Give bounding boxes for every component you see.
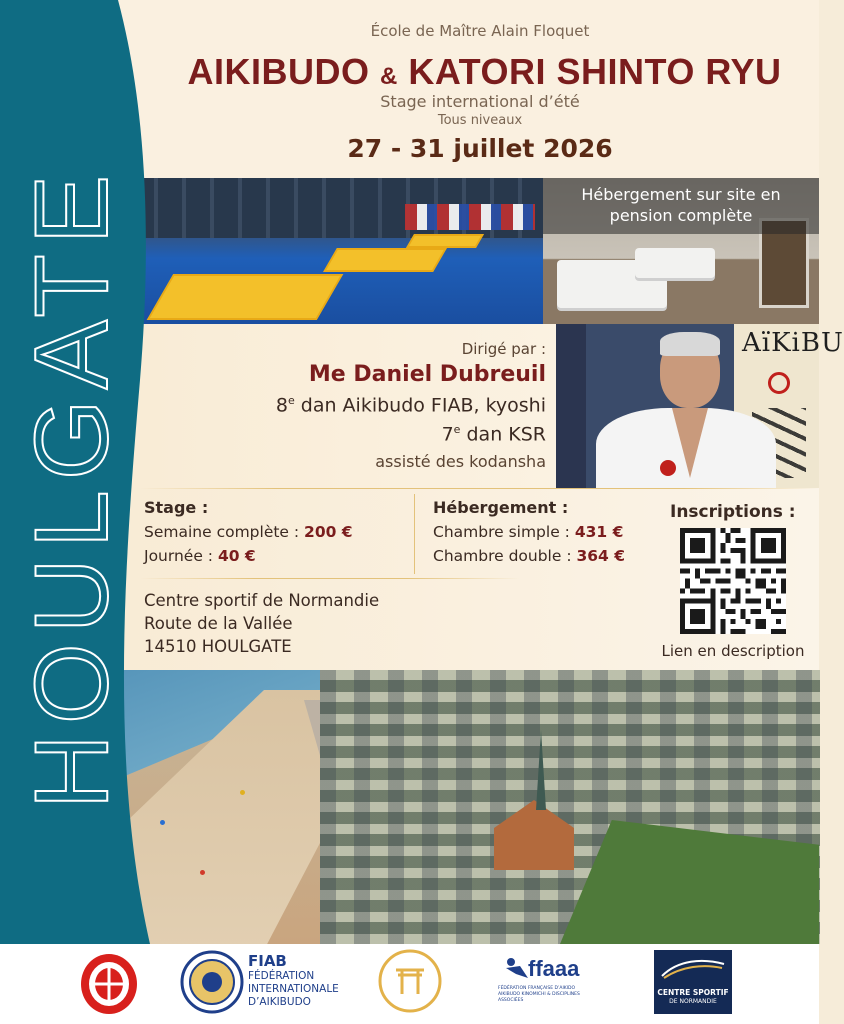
ffaaa-abbr: ffaaa [528, 956, 580, 981]
room-photo [543, 178, 819, 324]
rank-number: 8 [275, 394, 288, 417]
address-line-2: Route de la Vallée [144, 614, 293, 633]
flags-banner [405, 204, 535, 230]
beach-umbrella [160, 820, 165, 825]
qr-code-icon [680, 528, 786, 634]
crest-icon [78, 948, 140, 1018]
teacher-rank-aikibudo [160, 394, 546, 416]
divider [414, 494, 415, 574]
rank-sup: e [287, 394, 295, 407]
divider [140, 488, 819, 489]
directed-by-label: Dirigé par : [461, 340, 546, 358]
beach-umbrella [200, 870, 205, 875]
rank-number: 7 [441, 423, 454, 446]
fiab-emblem-icon [180, 950, 244, 1014]
title-part2: KATORI SHINTO RYU [408, 51, 782, 92]
fiab-name-line: FÉDÉRATION [248, 970, 315, 982]
price-label: Journée : [144, 547, 218, 565]
teacher-rank-ksr [300, 423, 546, 445]
seal-icon [768, 372, 790, 394]
fiab-abbr: FIAB [248, 952, 287, 970]
title-ampersand: & [379, 63, 398, 90]
dojo-photo [130, 178, 543, 324]
price-label: Chambre simple : [433, 523, 575, 541]
teacher-name: Me Daniel Dubreuil [308, 362, 546, 387]
fiab-name-line: INTERNATIONALE [248, 983, 339, 995]
registration-heading: Inscriptions : [670, 502, 796, 522]
stage-day-price [144, 547, 256, 565]
title-part1: AIKIBUDO [187, 51, 370, 92]
side-title: HOULGATE [14, 164, 130, 810]
bed [635, 248, 715, 278]
ffaaa-desc-line: AIKIBUDO KINOMICHI & DISCIPLINES ASSOCIÉES [498, 992, 580, 1003]
rank-text: dan Aikibudo FIAB, kyoshi [294, 394, 546, 417]
ffaaa-figure-icon [502, 956, 530, 984]
room-caption: Hébergement sur site en pension complète [543, 178, 819, 234]
beach-umbrella [240, 790, 245, 795]
torii-icon [378, 948, 442, 1014]
scroll-text: AïKiBU [742, 328, 844, 358]
csn-name: CENTRE SPORTIF [657, 988, 729, 997]
single-room-price [433, 523, 623, 541]
price-value: 40 € [217, 547, 256, 565]
fiab-logo [180, 948, 360, 1018]
tatami-mat [147, 274, 344, 320]
rank-text: dan KSR [460, 423, 546, 446]
double-room-price [433, 547, 625, 565]
price-value: 200 € [304, 523, 353, 541]
registration-link-note: Lien en description [661, 642, 805, 660]
csn-subname: DE NORMANDIE [669, 998, 717, 1005]
price-value: 364 € [576, 547, 626, 565]
event-subtitle: Stage international d’été [380, 92, 580, 111]
fiab-full-name [248, 970, 339, 1009]
registration-qr-code[interactable] [680, 528, 786, 634]
fiab-name-line: D’AIKIBUDO [248, 996, 311, 1008]
accommodation-heading: Hébergement : [433, 498, 569, 517]
school-crest-logo [78, 948, 140, 1018]
price-label: Semaine complète : [144, 523, 305, 541]
teacher-hair [660, 332, 720, 356]
price-value: 431 € [574, 523, 624, 541]
school-name: École de Maître Alain Floquet [370, 22, 590, 40]
event-levels: Tous niveaux [437, 113, 523, 128]
tatami-mat [406, 234, 484, 248]
torii-logo [378, 948, 442, 1018]
swoosh-icon [654, 954, 732, 984]
assisted-by: assisté des kodansha [375, 452, 546, 471]
centre-sportif-logo [654, 950, 732, 1014]
divider [140, 578, 520, 579]
tatami-mat [323, 248, 447, 272]
stage-week-price [144, 523, 353, 541]
stage-heading: Stage : [144, 498, 209, 517]
event-dates: 27 - 31 juillet 2026 [347, 134, 613, 163]
gi-patch [660, 460, 676, 476]
price-label: Chambre double : [433, 547, 577, 565]
ffaaa-desc-line: FÉDÉRATION FRANÇAISE D’AIKIDO [498, 986, 576, 991]
address-line-1: Centre sportif de Normandie [144, 591, 380, 610]
rank-sup: e [453, 423, 461, 436]
teacher-photo [556, 324, 844, 488]
address-line-3: 14510 HOULGATE [144, 637, 292, 656]
ffaaa-desc [498, 986, 602, 1004]
ffaaa-logo [498, 948, 602, 1018]
